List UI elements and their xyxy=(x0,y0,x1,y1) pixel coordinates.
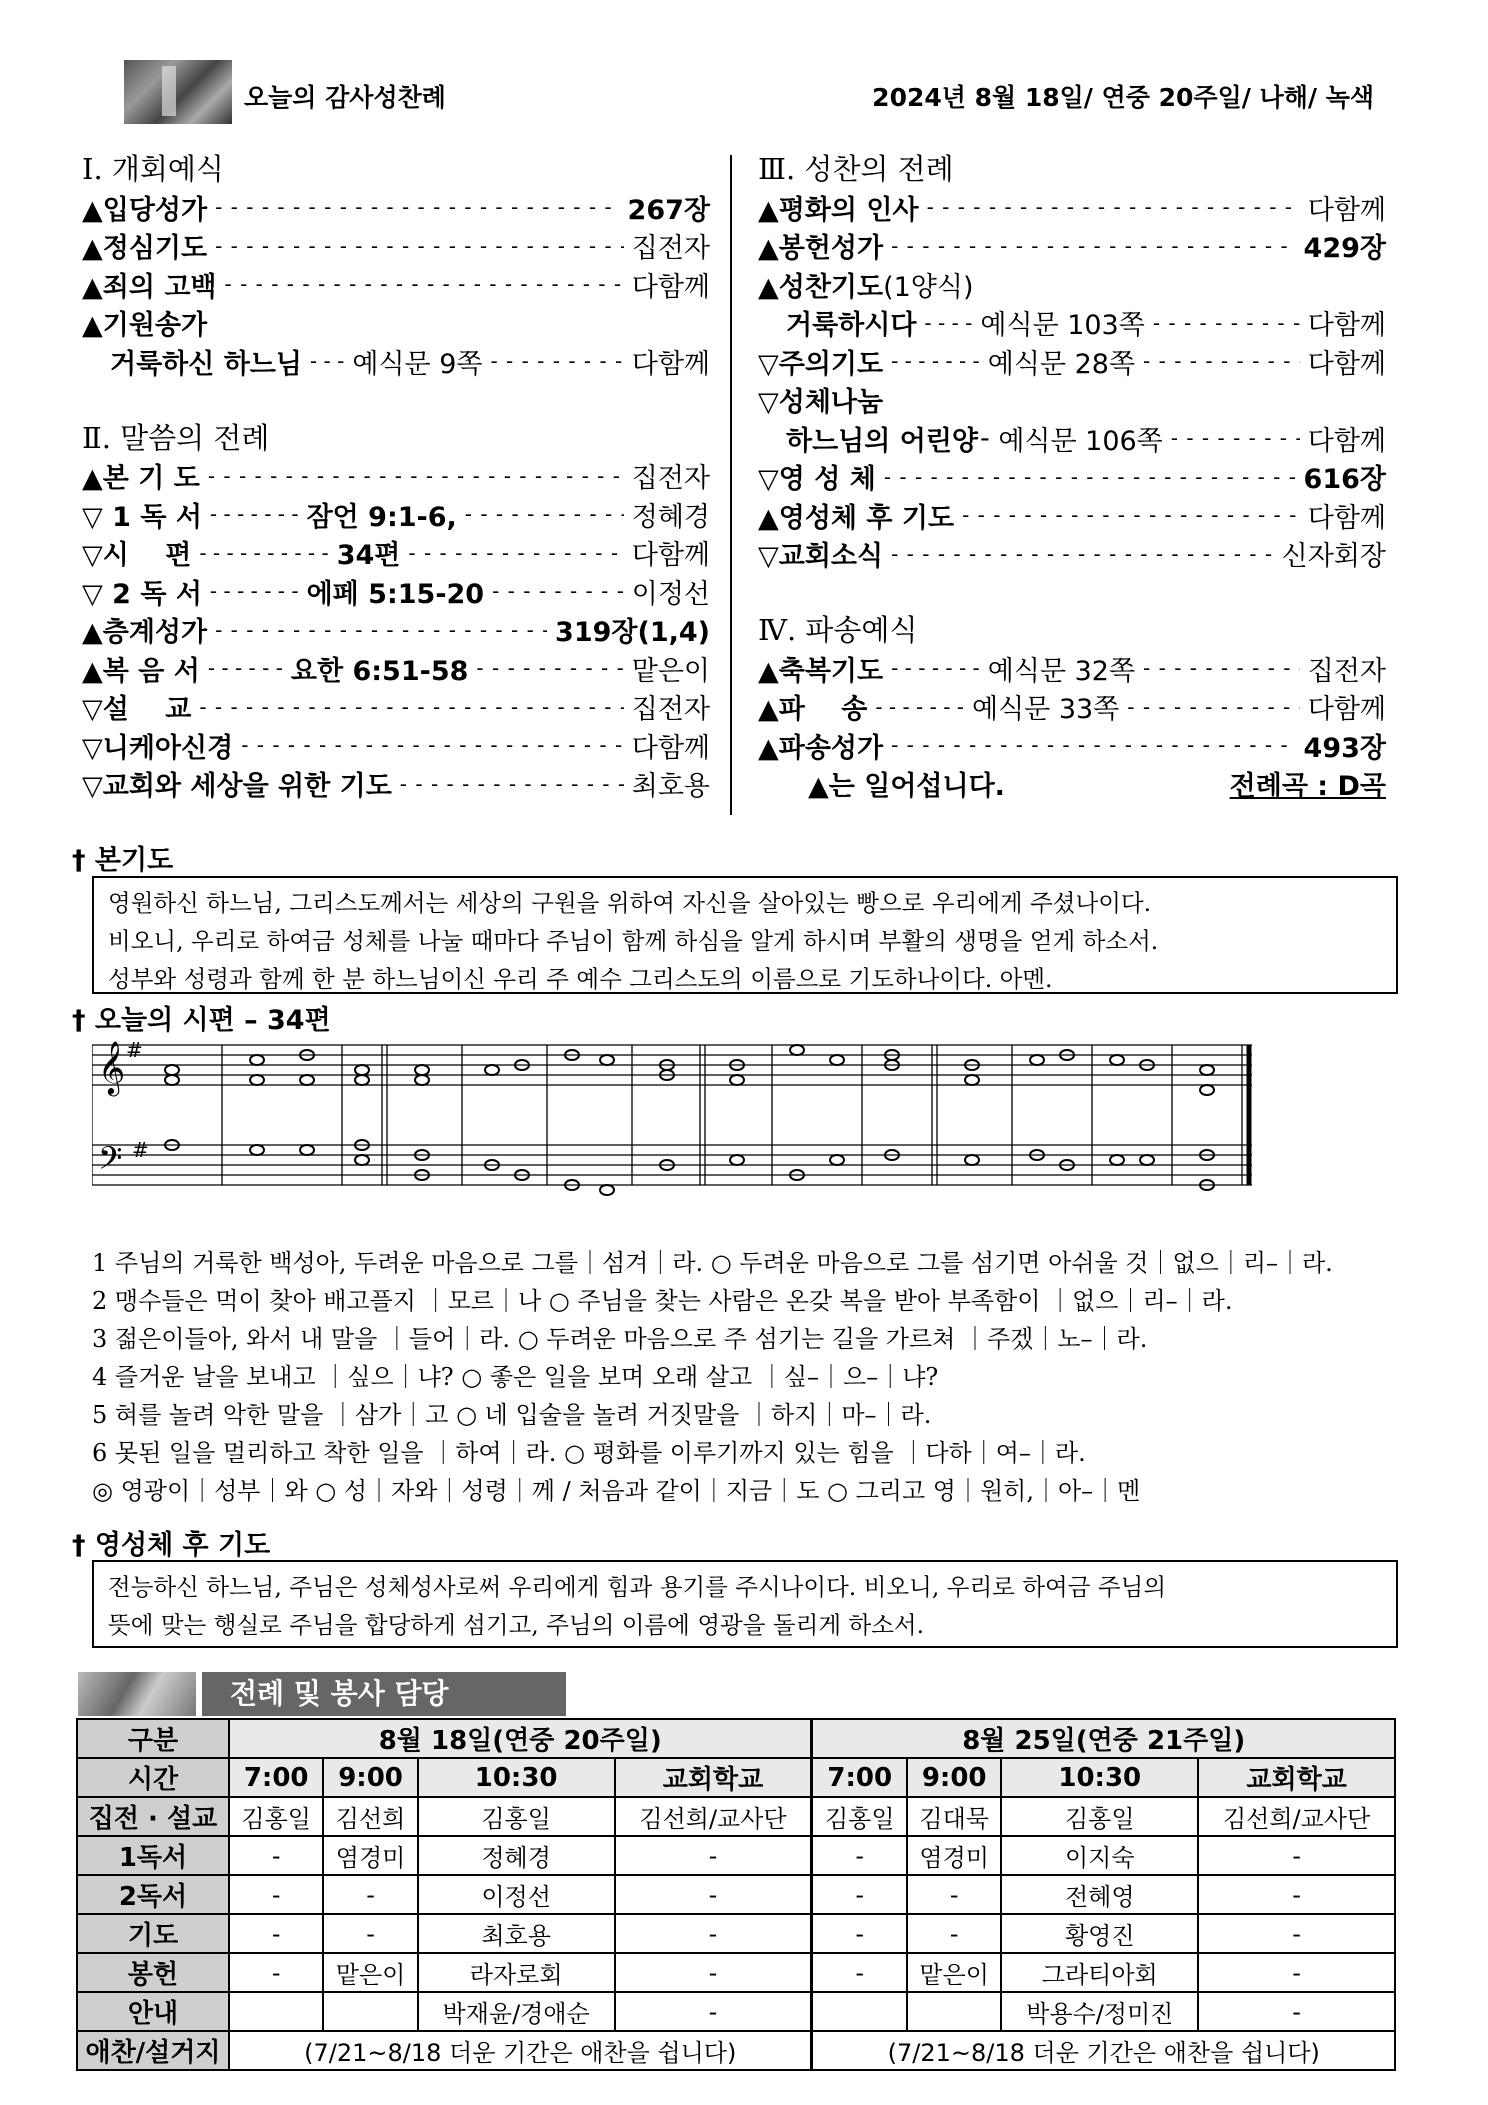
psalm-verse: 2 맹수들은 먹이 찾아 배고플지 ｜모르｜나 ○ 주님을 찾는 사람은 온갖 복을 받아 부족함이 ｜없으｜리–｜라. xyxy=(92,1287,1233,1315)
time-cell: 교회학교 xyxy=(1198,1758,1395,1797)
collect-line: 성부와 성령과 함께 한 분 하느님이신 우리 주 예수 그리스도의 이름으로 기도하나이다. 아멘. xyxy=(108,965,1053,993)
cell: - xyxy=(615,1953,812,1992)
psalm-verse: 4 즐거운 날을 보내고 ｜싶으｜냐? ○ 좋은 일을 보며 오래 살고 ｜싶–｜으–｜냐? xyxy=(92,1363,939,1391)
order-item: ▽ 1 독 서 - - - - - - - 잠언 9:1-6, - - - 정혜경 xyxy=(82,495,710,534)
order-item: ▲축복기도 - - - - - - - 예식문 32쪽 - - - 집전자 xyxy=(758,649,1386,688)
order-item: ▲층계성가 - - - 319장(1,4) xyxy=(82,611,710,650)
psalm-verse: 3 젊은이들아, 와서 내 말을 ｜들어｜라. ○ 두려운 마음으로 주 섬기는 길을 가르쳐 ｜주겠｜노–｜라. xyxy=(92,1325,1148,1353)
order-item: ▲죄의 고백 - - - 다함께 xyxy=(82,265,710,304)
cell: 라자로회 xyxy=(418,1953,615,1992)
date-line: 2024년 8월 18일/ 연중 20주일/ 나해/ 녹색 xyxy=(872,83,1374,112)
roster-table xyxy=(76,1718,1396,2071)
table-row xyxy=(77,1992,1395,2031)
cell: - xyxy=(1198,1875,1395,1914)
liturgy-right-column xyxy=(758,150,1386,803)
week1-header: 8월 18일(연중 20주일) xyxy=(229,1719,812,1758)
page-header xyxy=(124,60,1374,124)
cell: 김홍일 xyxy=(1001,1797,1198,1836)
cell: - xyxy=(323,1914,417,1953)
cell: 김선희/교사단 xyxy=(1198,1797,1395,1836)
cell xyxy=(907,1992,1001,2031)
psalm-verse: 1 주님의 거룩한 백성아, 두려운 마음으로 그를｜섬겨｜라. ○ 두려운 마음으로 그를 섬기면 아쉬울 것｜없으｜리–｜라. xyxy=(92,1249,1333,1277)
table-row xyxy=(77,1875,1395,1914)
section-heading: Ⅱ. 말씀의 전례 xyxy=(82,420,270,455)
postcommunion-line: 전능하신 하느님, 주님은 성체성사로써 우리에게 힘과 용기를 주시나이다. 비오니, 우리로 하여금 주님의 xyxy=(108,1573,1167,1601)
cell: - xyxy=(1198,1953,1395,1992)
order-item: ▽ 2 독 서 - - - - - - - 에페 5:15-20 - - - 이정선 xyxy=(82,572,710,611)
order-item: ▲파 송 - - - - - - - 예식문 33쪽 - - - 다함께 xyxy=(758,688,1386,727)
svg-text:#: # xyxy=(132,1138,149,1162)
cell: (7/21~8/18 더운 기간은 애찬을 쉽니다) xyxy=(229,2031,812,2070)
row-label: 봉헌 xyxy=(77,1953,229,1992)
time-cell: 10:30 xyxy=(418,1758,615,1797)
week2-header: 8월 25일(연중 21주일) xyxy=(812,1719,1395,1758)
cell: - xyxy=(615,1836,812,1875)
cell: - xyxy=(907,1914,1001,1953)
cell: 박재윤/경애순 xyxy=(418,1992,615,2031)
psalm-verse: 6 못된 일을 멀리하고 착한 일을 ｜하여｜라. ○ 평화를 이루기까지 있는 힘을 ｜다하｜여–｜라. xyxy=(92,1439,1086,1467)
order-item: 하느님의 어린양 - 예식문 106쪽 - - - 다함께 xyxy=(758,419,1386,458)
order-item: ▲성찬기도 (1양식) xyxy=(758,271,974,303)
cell: - xyxy=(1198,1992,1395,2031)
page-title: 오늘의 감사성찬례 xyxy=(244,83,446,112)
cell: 황영진 xyxy=(1001,1914,1198,1953)
row-label: 기도 xyxy=(77,1914,229,1953)
cell: 최호용 xyxy=(418,1914,615,1953)
cell: - xyxy=(812,1836,907,1875)
cell: - xyxy=(615,1914,812,1953)
order-item: ▲봉헌성가 - - - 429장 xyxy=(758,227,1386,266)
cell: - xyxy=(229,1875,323,1914)
table-row xyxy=(77,1914,1395,1953)
section-heading: Ⅳ. 파송예식 xyxy=(758,613,918,647)
cell: - xyxy=(229,1836,323,1875)
psalm-verse: 5 혀를 놀려 악한 말을 ｜삼가｜고 ○ 네 입술을 놀려 거짓말을 ｜하지｜마–｜라. xyxy=(92,1401,932,1429)
row-label: 1독서 xyxy=(77,1836,229,1875)
cell: 김홍일 xyxy=(812,1797,907,1836)
order-item: ▽성체나눔 xyxy=(758,387,884,419)
cell: - xyxy=(229,1914,323,1953)
postcommunion-line: 뜻에 맞는 행실로 주님을 합당하게 섬기고, 주님의 이름에 영광을 돌리게 하소서. xyxy=(108,1611,925,1639)
cell: - xyxy=(1198,1836,1395,1875)
order-item: ▽교회와 세상을 위한 기도 - - - 최호용 xyxy=(82,765,710,804)
postcommunion-heading: † 영성체 후 기도 xyxy=(72,1530,271,1561)
cell: - xyxy=(615,1875,812,1914)
cell: 맡은이 xyxy=(907,1953,1001,1992)
order-item: ▲복 음 서 - - - - - - 요한 6:51-58 - - - 맡은이 xyxy=(82,649,710,688)
cell: 정혜경 xyxy=(418,1836,615,1875)
row-label: 안내 xyxy=(77,1992,229,2031)
section-heading: Ⅲ. 성찬의 전례 xyxy=(758,152,954,186)
order-item: ▲입당성가 - - - 267장 xyxy=(82,188,710,227)
cell: 김대묵 xyxy=(907,1797,1001,1836)
cell: 그라티아회 xyxy=(1001,1953,1198,1992)
order-item: ▲정심기도 - - - 집전자 xyxy=(82,227,710,266)
order-item: ▲영성체 후 기도 - - - 다함께 xyxy=(758,496,1386,535)
collect-heading: † 본기도 xyxy=(72,845,174,876)
order-item: ▽주의기도 - - - - - - - 예식문 28쪽 - - - 다함께 xyxy=(758,342,1386,381)
column-divider xyxy=(730,155,732,815)
time-label: 시간 xyxy=(77,1758,229,1797)
order-item: ▲평화의 인사 - - - 다함께 xyxy=(758,188,1386,227)
order-item: ▽영 성 체 - - - 616장 xyxy=(758,458,1386,497)
time-cell: 9:00 xyxy=(907,1758,1001,1797)
cell: - xyxy=(907,1875,1001,1914)
cell: - xyxy=(812,1953,907,1992)
cell: 염경미 xyxy=(323,1836,417,1875)
row-label: 집전 · 설교 xyxy=(77,1797,229,1836)
cell: 김홍일 xyxy=(418,1797,615,1836)
table-row xyxy=(77,2031,1395,2070)
order-item: ▲파송성가 - - - 493장 xyxy=(758,726,1386,765)
svg-text:𝄢: 𝄢 xyxy=(98,1140,123,1184)
liturgy-left-column xyxy=(82,150,710,803)
table-row xyxy=(77,1797,1395,1836)
cell: - xyxy=(812,1914,907,1953)
cell xyxy=(229,1992,323,2031)
cell: - xyxy=(812,1875,907,1914)
time-cell: 7:00 xyxy=(229,1758,323,1797)
roster-photo xyxy=(78,1672,196,1716)
order-item: ▽시 편 - - - - - - - - - - 34편 - - - 다함께 xyxy=(82,534,710,573)
order-item: ▲본 기 도 - - - 집전자 xyxy=(82,457,710,496)
cell: - xyxy=(229,1953,323,1992)
psalm-tone-score xyxy=(92,1035,1262,1215)
row-label: 2독서 xyxy=(77,1875,229,1914)
time-cell: 9:00 xyxy=(323,1758,417,1797)
order-item: ▽니케아신경 - - - 다함께 xyxy=(82,726,710,765)
psalm-verse: ◎ 영광이｜성부｜와 ○ 성｜자와｜성령｜께 / 처음과 같이｜지금｜도 ○ 그리고 영｜원히,｜아–｜멘 xyxy=(92,1477,1141,1505)
order-item: ▲기원송가 xyxy=(82,310,208,342)
cell: - xyxy=(1198,1914,1395,1953)
svg-text:#: # xyxy=(126,1038,143,1062)
order-item: ▽설 교 - - - 집전자 xyxy=(82,688,710,727)
time-cell: 교회학교 xyxy=(615,1758,812,1797)
cell: 김홍일 xyxy=(229,1797,323,1836)
table-row xyxy=(77,1836,1395,1875)
collect-box xyxy=(92,876,1398,994)
section-heading: Ⅰ. 개회예식 xyxy=(82,152,224,186)
cell: 전혜영 xyxy=(1001,1875,1198,1914)
cell xyxy=(812,1992,907,2031)
row-label: 애찬/설거지 xyxy=(77,2031,229,2070)
time-cell: 7:00 xyxy=(812,1758,907,1797)
order-item: 거룩하시다 - - - - 예식문 103쪽 - - - 다함께 xyxy=(758,304,1386,343)
cell: 염경미 xyxy=(907,1836,1001,1875)
roster-header xyxy=(78,1672,566,1716)
time-cell: 10:30 xyxy=(1001,1758,1198,1797)
cell: (7/21~8/18 더운 기간은 애찬을 쉽니다) xyxy=(812,2031,1395,2070)
cell: 이정선 xyxy=(418,1875,615,1914)
table-row xyxy=(77,1953,1395,1992)
cell: 김선희/교사단 xyxy=(615,1797,812,1836)
order-item: 거룩하신 하느님 - - - 예식문 9쪽 - - - 다함께 xyxy=(82,342,710,381)
cell: 이지숙 xyxy=(1001,1836,1198,1875)
roster-col-label: 구분 xyxy=(77,1719,229,1758)
cell: 맡은이 xyxy=(323,1953,417,1992)
cell: 김선희 xyxy=(323,1797,417,1836)
header-photo xyxy=(124,60,232,124)
order-item: ▽교회소식 - - - 신자회장 xyxy=(758,535,1386,574)
standing-note: ▲는 일어섭니다. 전례곡 : D곡 xyxy=(808,771,1386,803)
cell: - xyxy=(323,1875,417,1914)
collect-line: 비오니, 우리로 하여금 성체를 나눌 때마다 주님이 함께 하심을 알게 하시며 부활의 생명을 얻게 하소서. xyxy=(108,927,1159,955)
cell: 박용수/정미진 xyxy=(1001,1992,1198,2031)
collect-line: 영원하신 하느님, 그리스도께서는 세상의 구원을 위하여 자신을 살아있는 빵으로 우리에게 주셨나이다. xyxy=(108,889,1152,917)
roster-title: 전례 및 봉사 담당 xyxy=(202,1672,566,1716)
postcommunion-box xyxy=(92,1560,1398,1648)
psalm-heading: † 오늘의 시편 – 34편 xyxy=(72,1005,331,1036)
cell: - xyxy=(615,1992,812,2031)
svg-text:𝄞: 𝄞 xyxy=(98,1040,126,1094)
cell xyxy=(323,1992,417,2031)
